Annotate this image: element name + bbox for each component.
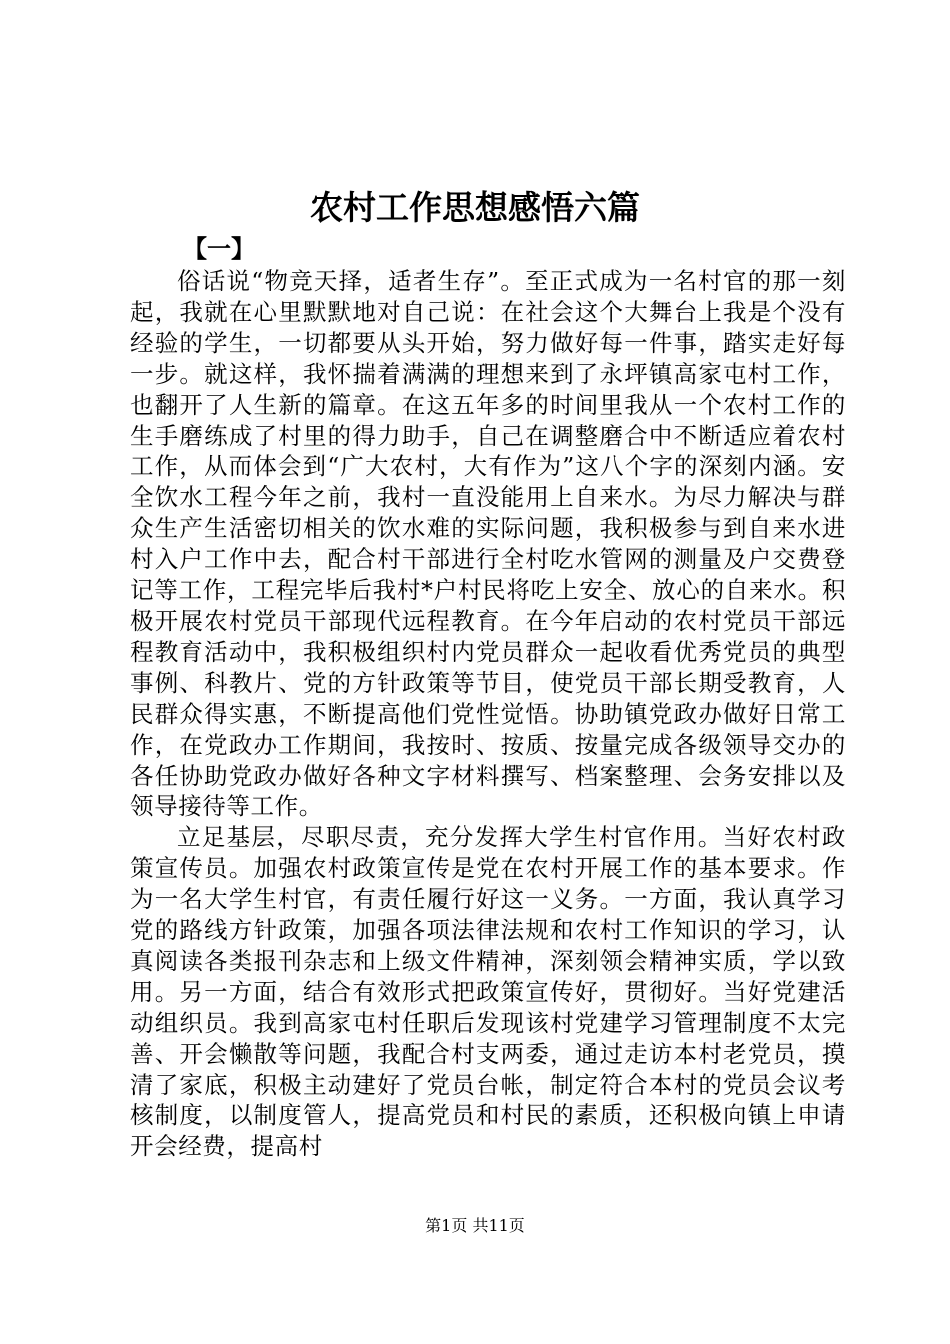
page-title: 农村工作思想感悟六篇 [310, 188, 640, 227]
paragraph-2: 立足基层，尽职尽责，充分发挥大学生村官作用。当好农村政策宣传员。加强农村政策宣传是党在农村开展工作的基本要求。作为一名大学生村官，有责任履行好这一义务。一方面，我认真学习党的路线方针政策，加强各项法律法规和农村工作知识的学习，认真阅读各类报刊杂志和上级文件精神，深刻领会精神实质，学以致用。另一方面，结合有效形式把政策宣传好，贯彻好。当好党建活动组织员。我到高家屯村任职后发现该村党建学习管理制度不太完善、开会懒散等问题，我配合村支两委，通过走访本村老党员，摸清了家底，积极主动建好了党员台帐，制定符合本村的党员会议考核制度，以制度管人，提高党员和村民的素质，还积极向镇上申请开会经费，提高村 [130, 823, 846, 1161]
section-label: 【一】 [183, 234, 255, 263]
document-body [130, 266, 846, 1162]
page-footer: 第1页 共11页 [425, 1216, 525, 1235]
paragraph-1: 俗话说“物竞天择，适者生存”。至正式成为一名村官的那一刻起，我就在心里默默地对自己说：在社会这个大舞台上我是个没有经验的学生，一切都要从头开始，努力做好每一件事，踏实走好每一步。就这样，我怀揣着满满的理想来到了永坪镇高家屯村工作，也翻开了人生新的篇章。在这五年多的时间里我从一个农村工作的生手磨练成了村里的得力助手，自己在调整磨合中不断适应着农村工作，从而体会到“广大农村，大有作为”这八个字的深刻内涵。安全饮水工程今年之前，我村一直没能用上自来水。为尽力解决与群众生产生活密切相关的饮水难的实际问题，我积极参与到自来水进村入户工作中去，配合村干部进行全村吃水管网的测量及户交费登记等工作，工程完毕后我村*户村民将吃上安全、放心的自来水。积极开展农村党员干部现代远程教育。在今年启动的农村党员干部远程教育活动中，我积极组织村内党员群众一起收看优秀党员的典型事例、科教片、党的方针政策等节目，使党员干部长期受教育，人民群众得实惠，不断提高他们党性觉悟。协助镇党政办做好日常工作，在党政办工作期间，我按时、按质、按量完成各级领导交办的各任协助党政办做好各种文字材料撰写、档案整理、会务安排以及领导接待等工作。 [130, 267, 846, 821]
